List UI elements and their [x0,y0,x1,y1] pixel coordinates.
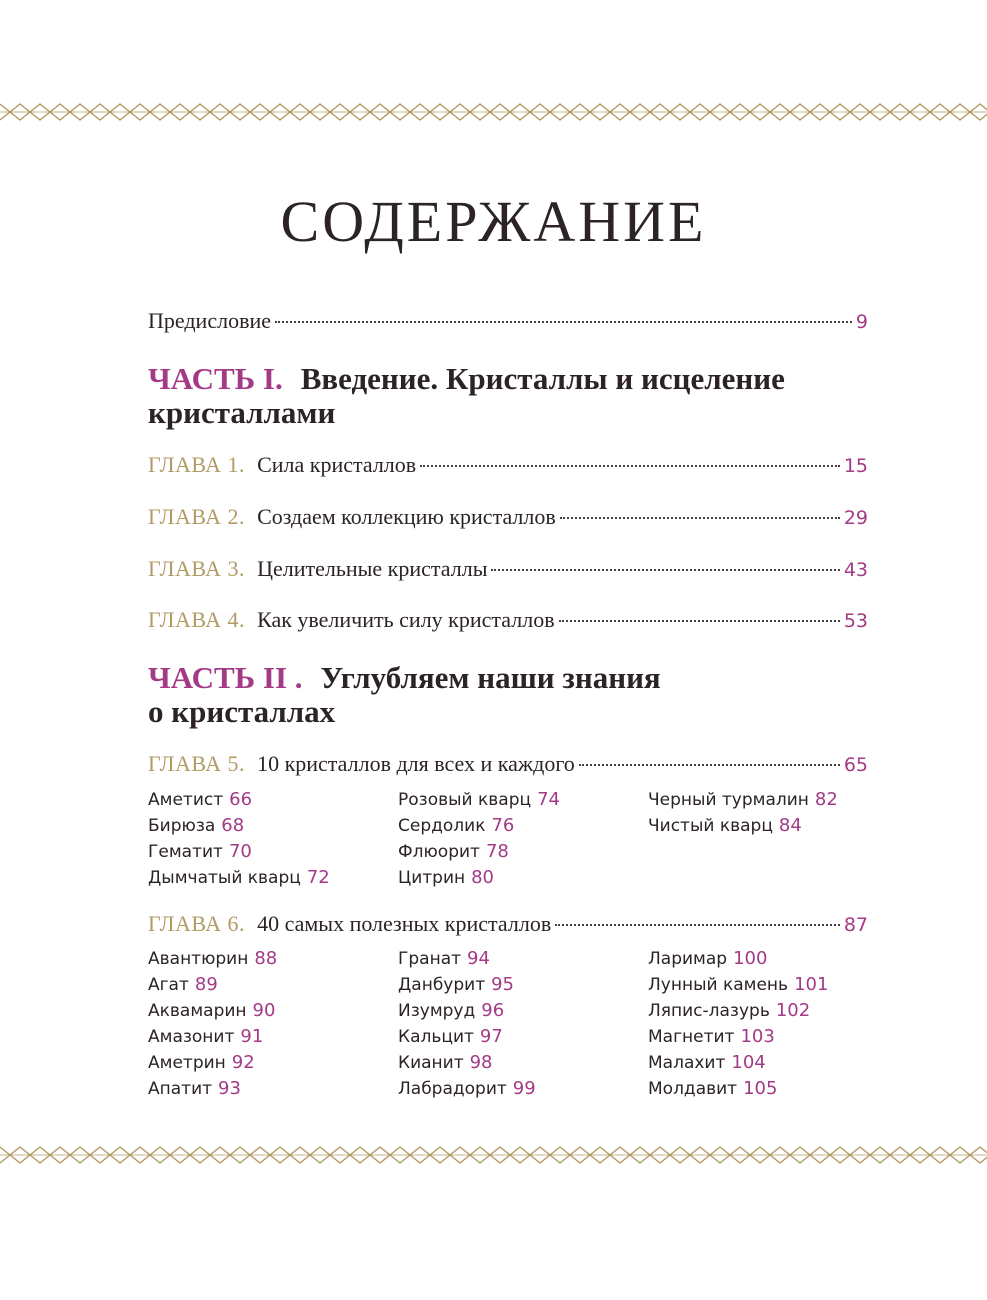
page-number: 91 [240,1026,264,1047]
stone-entry[interactable] [148,946,398,972]
stone-name: Сердолик [398,816,486,836]
page-number: 93 [218,1078,241,1099]
page-number: 65 [843,754,868,776]
toc-entry-chapter-6[interactable] [148,909,868,939]
page-number: 70 [228,841,252,862]
stone-entry[interactable] [148,865,398,891]
stone-name: Авантюрин [148,949,249,969]
chapter-number: ГЛАВА 6. [148,911,246,936]
stone-column [648,946,868,1102]
stone-name: Изумруд [398,1001,476,1021]
stone-name: Цитрин [398,868,466,888]
stone-name: Агат [148,975,189,995]
stone-name: Аметрин [148,1053,226,1073]
stone-name: Дымчатый кварц [148,868,301,888]
stone-entry[interactable] [648,1076,868,1102]
dot-leader [560,517,840,519]
entry-title: Целительные кристаллы [257,556,488,581]
page-number: 99 [512,1078,536,1099]
chapter-number: ГЛАВА 2. [148,504,246,529]
stone-entry[interactable] [648,998,868,1024]
stone-entry[interactable] [148,787,398,813]
page-number: 96 [481,1000,505,1021]
stone-entry[interactable] [398,839,648,865]
stone-name: Кианит [398,1053,464,1073]
stone-name: Лабрадорит [398,1079,507,1099]
page-number: 84 [778,815,802,836]
dot-leader [275,321,852,323]
stone-name: Малахит [648,1053,726,1073]
page-number: 9 [855,311,868,333]
page-number: 104 [731,1052,766,1073]
page-number: 97 [479,1026,503,1047]
page-number: 87 [843,914,868,936]
zigzag-ornament [0,1143,987,1167]
stone-name: Розовый кварц [398,790,532,810]
page-number: 78 [485,841,509,862]
page-number: 103 [740,1026,775,1047]
stone-entry[interactable] [648,946,868,972]
stone-name: Аквамарин [148,1001,247,1021]
chapter-number: ГЛАВА 5. [148,751,246,776]
entry-title: Сила кристаллов [257,452,417,477]
stone-entry[interactable] [648,813,868,839]
stone-name: Ляпис-лазурь [648,1001,770,1021]
part-heading-1 [148,362,868,430]
stone-entry[interactable] [398,998,648,1024]
stone-column [648,787,868,891]
page-number: 94 [467,948,490,969]
part-title-line2: кристаллами [148,395,336,430]
stone-name: Кальцит [398,1027,474,1047]
stone-name: Лунный камень [648,975,789,995]
stone-name: Гематит [148,842,223,862]
zigzag-ornament [0,100,987,124]
toc-entry-chapter-4[interactable] [148,605,868,635]
part-title-line1: Углубляем наши знания [320,660,661,695]
part-title-line2: о кристаллах [148,694,336,729]
entry-title: 40 самых полезных кристаллов [257,911,552,936]
page-number: 53 [843,610,868,632]
stone-entry[interactable] [398,1076,648,1102]
dot-leader [579,764,840,766]
stone-column [398,946,648,1102]
stone-name: Флюорит [398,842,480,862]
stone-entry[interactable] [148,1024,398,1050]
toc-entry-chapter-3[interactable] [148,554,868,584]
stone-name: Ларимар [648,949,728,969]
stone-entry[interactable] [398,813,648,839]
stone-name: Чистый кварц [648,816,773,836]
page-number: 100 [733,948,768,969]
page-number: 98 [469,1052,493,1073]
page-number: 82 [814,789,838,810]
page-number: 72 [306,867,330,888]
stone-name: Черный турмалин [648,790,809,810]
stone-entry[interactable] [648,787,868,813]
chapter-5-stone-list [148,787,868,891]
page-number: 15 [843,455,868,477]
stone-entry[interactable] [148,972,398,998]
page-number: 66 [229,789,253,810]
stone-name: Амазонит [148,1027,235,1047]
entry-title: Как увеличить силу кристаллов [257,607,555,632]
stone-column [148,946,398,1102]
stone-entry[interactable] [398,1050,648,1076]
page-number: 88 [254,948,278,969]
chapter-number: ГЛАВА 3. [148,556,246,581]
part-heading-2 [148,661,868,729]
stone-entry[interactable] [648,1024,868,1050]
dot-leader [491,569,839,571]
stone-entry[interactable] [648,972,868,998]
stone-entry[interactable] [148,839,398,865]
stone-name: Гранат [398,949,462,969]
page-number: 43 [843,559,868,581]
stone-name: Апатит [148,1079,213,1099]
stone-name: Аметист [148,790,224,810]
toc-entry-chapter-2[interactable] [148,502,868,532]
part-number: ЧАСТЬ I. [148,361,283,396]
page-number: 29 [843,507,868,529]
page-number: 95 [491,974,515,995]
toc-entry-preface[interactable] [148,306,868,336]
stone-entry[interactable] [398,865,648,891]
chapter-6-stone-list [148,946,868,1102]
top-decorative-border [0,100,987,124]
stone-entry[interactable] [648,1050,868,1076]
dot-leader [555,924,840,926]
page-number: 68 [221,815,245,836]
stone-entry[interactable] [398,1024,648,1050]
page-number: 74 [537,789,560,810]
page-number: 90 [252,1000,276,1021]
page-number: 80 [471,867,495,888]
stone-entry[interactable] [148,1050,398,1076]
stone-entry[interactable] [398,972,648,998]
dot-leader [420,465,840,467]
stone-entry[interactable] [398,946,648,972]
part-number: ЧАСТЬ II . [148,660,303,695]
dot-leader [559,620,840,622]
toc-entry-chapter-1[interactable] [148,450,868,480]
stone-name: Молдавит [648,1079,738,1099]
stone-name: Данбурит [398,975,486,995]
stone-entry[interactable] [148,998,398,1024]
bottom-decorative-border [0,1143,987,1167]
page-number: 102 [775,1000,811,1021]
stone-column [148,787,398,891]
chapter-number: ГЛАВА 4. [148,607,246,632]
page-number: 89 [194,974,218,995]
page-title: СОДЕРЖАНИЕ [280,189,707,254]
page-number: 101 [794,974,829,995]
page-number: 92 [231,1052,255,1073]
stone-name: Магнетит [648,1027,735,1047]
stone-entry[interactable] [398,787,648,813]
entry-title: 10 кристаллов для всех и каждого [257,751,575,776]
page-number: 105 [743,1078,778,1099]
chapter-number: ГЛАВА 1. [148,452,246,477]
stone-name: Бирюза [148,816,216,836]
stone-column [398,787,648,891]
stone-entry[interactable] [148,1076,398,1102]
page-number: 76 [491,815,515,836]
entry-title: Предисловие [148,308,271,333]
part-title-line1: Введение. Кристаллы и исцеление [300,361,785,396]
toc-entry-chapter-5[interactable] [148,749,868,779]
stone-entry[interactable] [148,813,398,839]
entry-title: Создаем коллекцию кристаллов [257,504,556,529]
